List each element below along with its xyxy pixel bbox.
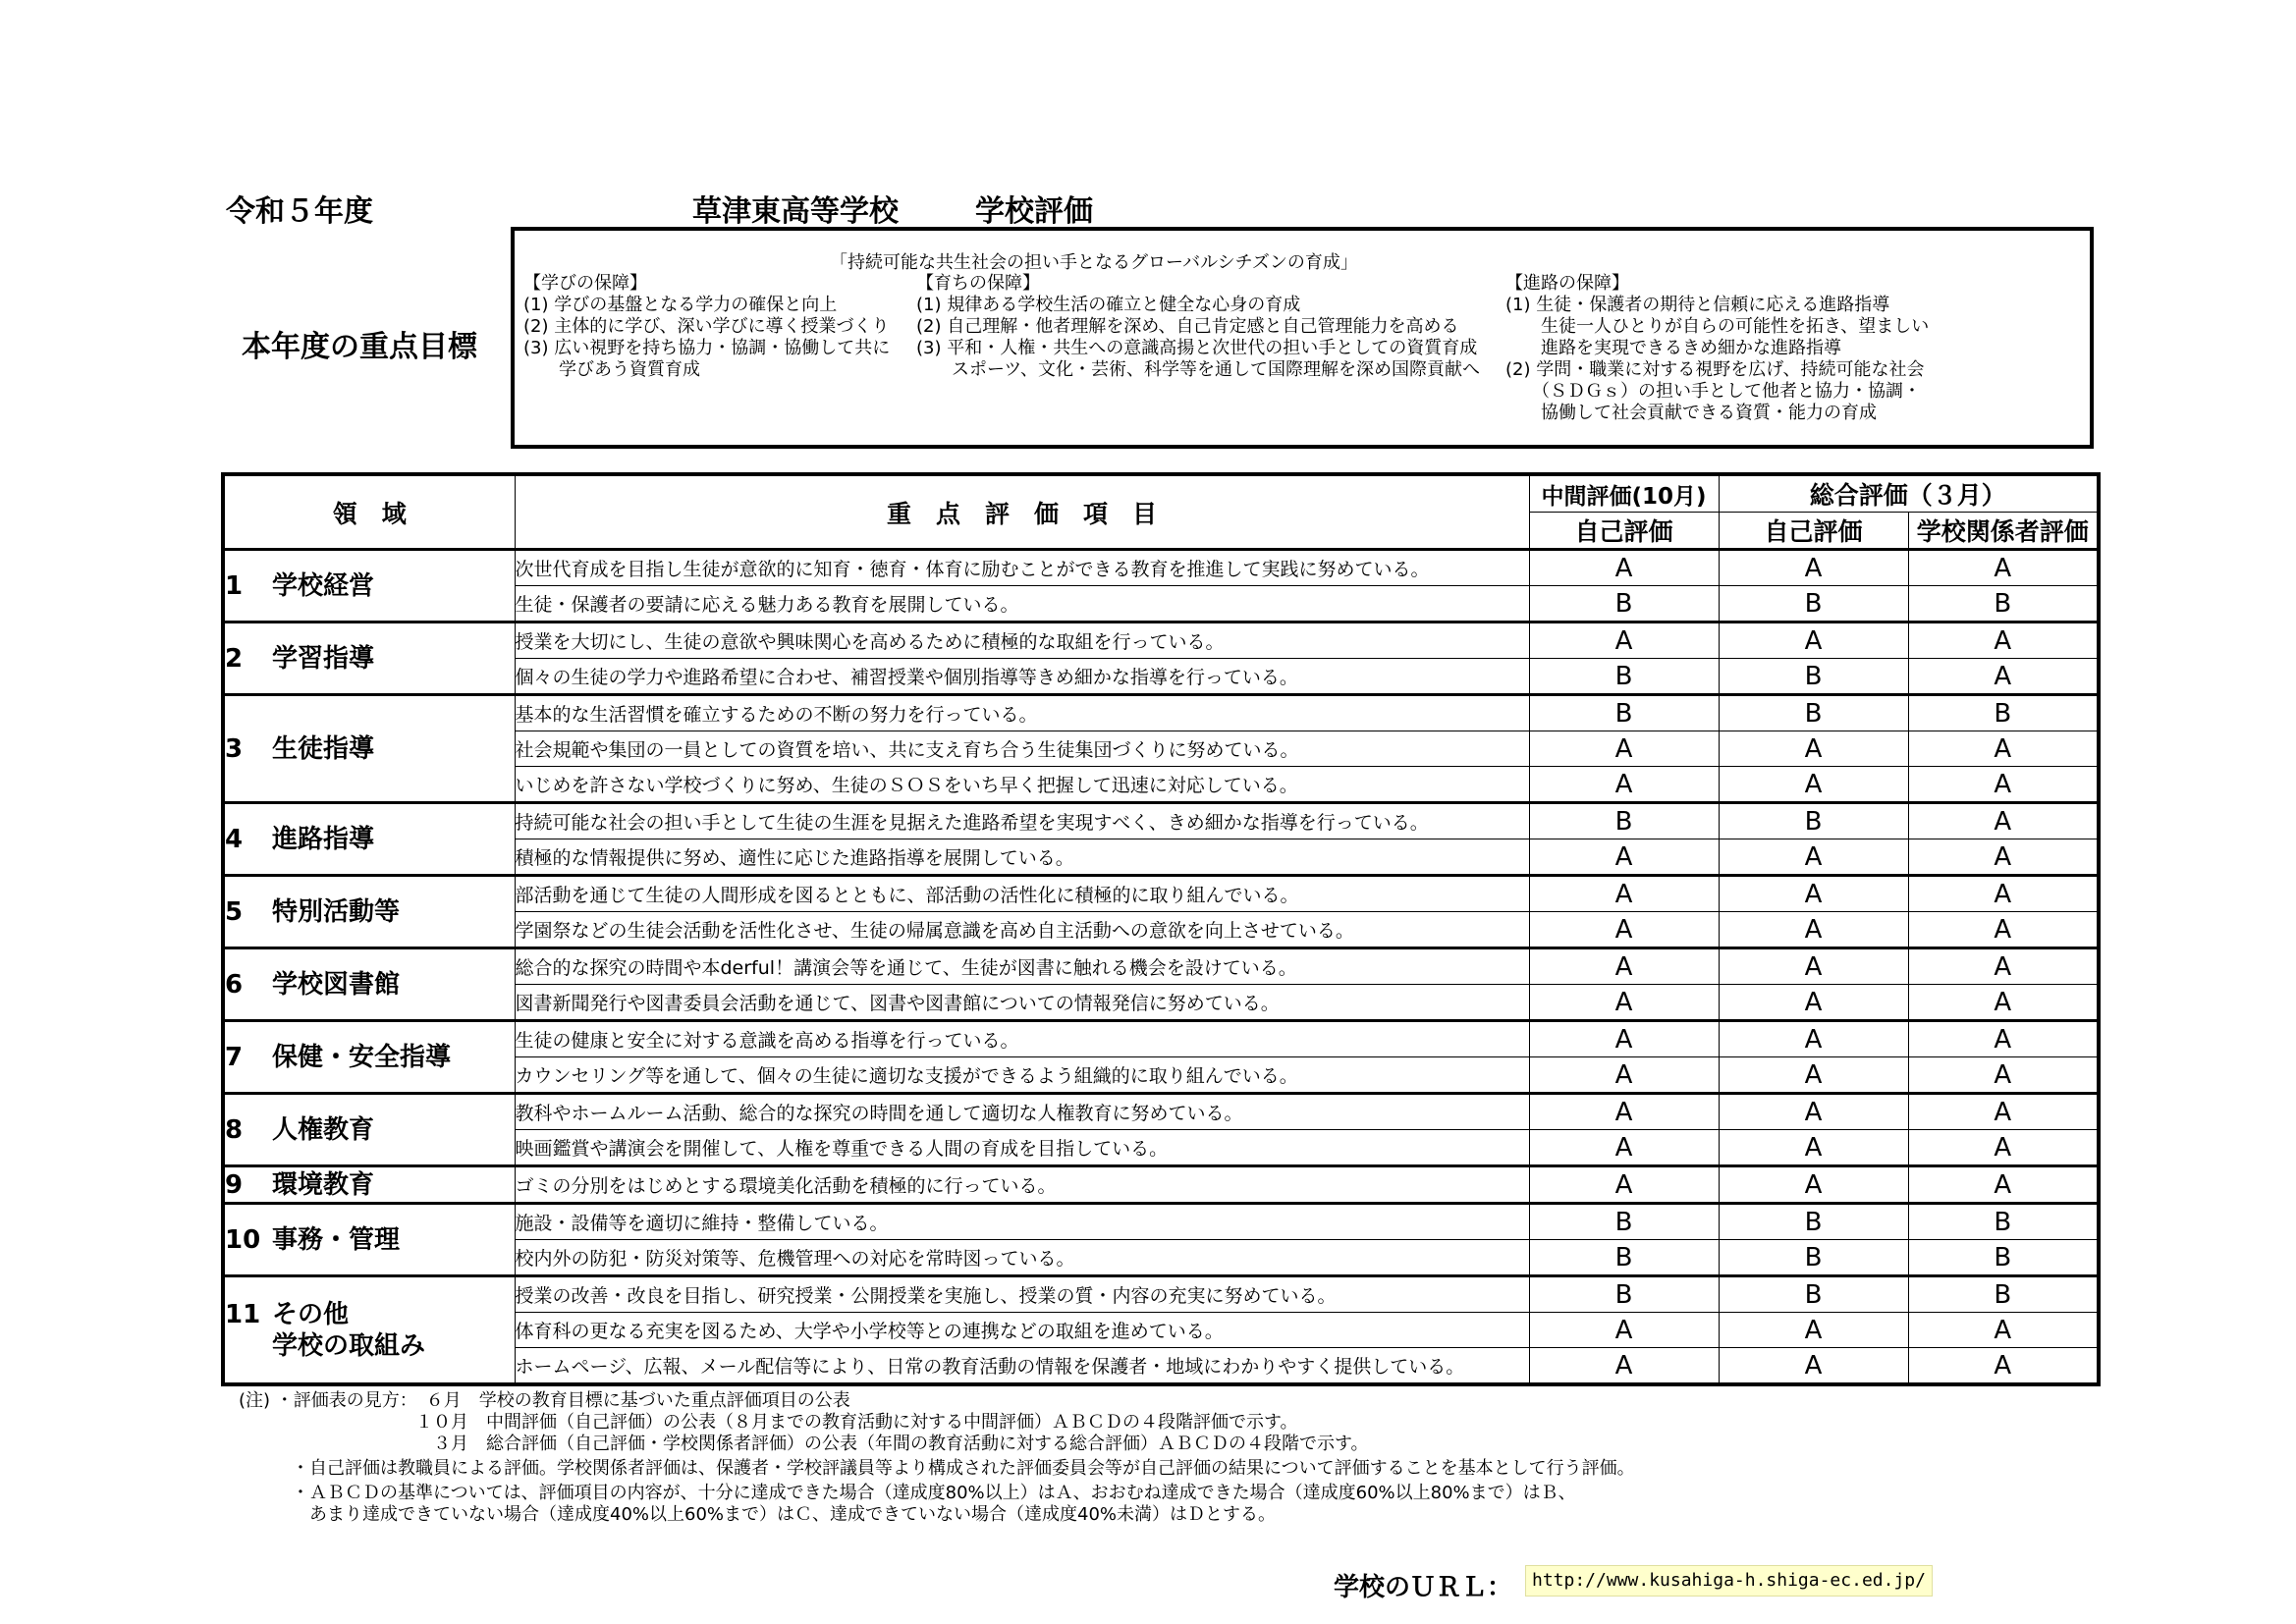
note-line: (注) ・評価表の見方： ６月 学校の教育目標に基づいた重点評価項目の公表 <box>239 1390 850 1411</box>
evaluation-item: 施設・設備等を適切に維持・整備している。 <box>515 1204 1529 1240</box>
domain-name: 学校経営 <box>272 570 375 601</box>
url-label: 学校のＵＲＬ： <box>1334 1573 1513 1602</box>
evaluation-item: 図書新聞発行や図書委員会活動を通じて、図書や図書館についての情報発信に努めている。 <box>515 985 1529 1021</box>
goals-line: (1) 規律ある学校生活の確立と健全な心身の育成 <box>916 295 1301 315</box>
goals-line: (1) 学びの基盤となる学力の確保と向上 <box>523 295 838 315</box>
midterm-self-grade: B <box>1529 1276 1719 1313</box>
domain-number: 5 <box>225 896 244 927</box>
evaluation-item: 積極的な情報提供に努め、適性に応じた進路指導を展開している。 <box>515 839 1529 876</box>
stakeholder-grade: B <box>1908 1204 2099 1240</box>
stakeholder-grade: B <box>1908 1240 2099 1276</box>
domain-cell <box>223 1204 515 1276</box>
domain-name: 学習指導 <box>272 643 375 674</box>
final-self-grade: A <box>1719 1348 1908 1385</box>
domain-name: 特別活動等 <box>272 896 401 927</box>
final-self-grade: A <box>1719 1021 1908 1057</box>
goals-motto: 「持続可能な共生社会の担い手となるグローバルシチズンの育成」 <box>830 252 1358 273</box>
final-self-grade: A <box>1719 948 1908 985</box>
evaluation-item: 教科やホームルーム活動、総合的な探究の時間を通して適切な人権教育に努めている。 <box>515 1094 1529 1130</box>
stakeholder-grade: B <box>1908 586 2099 623</box>
midterm-self-grade: A <box>1529 1348 1719 1385</box>
stakeholder-grade: A <box>1908 1166 2099 1204</box>
goals-column-career <box>1505 273 1929 424</box>
evaluation-item: 基本的な生活習慣を確立するための不断の努力を行っている。 <box>515 695 1529 731</box>
final-self-grade: A <box>1719 623 1908 659</box>
evaluation-item: 生徒・保護者の要請に応える魅力ある教育を展開している。 <box>515 586 1529 623</box>
domain-number: 6 <box>225 969 244 1000</box>
final-self-grade: A <box>1719 1130 1908 1166</box>
midterm-self-grade: A <box>1529 985 1719 1021</box>
header-midterm: 中間評価(10月) <box>1529 474 1719 513</box>
evaluation-item: 持続可能な社会の担い手として生徒の生涯を見据えた進路希望を実現すべく、きめ細かな指導を行っている。 <box>515 803 1529 839</box>
page-title: 学校評価 <box>975 194 1093 229</box>
evaluation-item: 授業を大切にし、生徒の意欲や興味関心を高めるために積極的な取組を行っている。 <box>515 623 1529 659</box>
stakeholder-grade: A <box>1908 839 2099 876</box>
midterm-self-grade: A <box>1529 1313 1719 1348</box>
table-row <box>223 803 2099 839</box>
midterm-self-grade: B <box>1529 659 1719 695</box>
final-self-grade: B <box>1719 1276 1908 1313</box>
midterm-self-grade: A <box>1529 623 1719 659</box>
header-final-self: 自己評価 <box>1719 513 1908 550</box>
goals-line: (2) 主体的に学び、深い学びに導く授業づくり <box>523 316 890 337</box>
table-row <box>223 1204 2099 1240</box>
domain-cell <box>223 1094 515 1166</box>
evaluation-item: 生徒の健康と安全に対する意識を高める指導を行っている。 <box>515 1021 1529 1057</box>
domain-cell <box>223 1166 515 1204</box>
midterm-self-grade: A <box>1529 1057 1719 1094</box>
final-self-grade: B <box>1719 1240 1908 1276</box>
goals-label: 本年度の重点目標 <box>242 330 477 364</box>
midterm-self-grade: A <box>1529 839 1719 876</box>
goals-line: （ＳＤＧｓ）の担い手として他者と協力・協調・ <box>1505 381 1921 402</box>
final-self-grade: B <box>1719 803 1908 839</box>
final-self-grade: A <box>1719 1166 1908 1204</box>
midterm-self-grade: A <box>1529 1130 1719 1166</box>
domain-name: 保健・安全指導 <box>272 1042 452 1072</box>
final-self-grade: A <box>1719 1313 1908 1348</box>
table-row <box>223 695 2099 731</box>
final-self-grade: A <box>1719 912 1908 948</box>
domain-name: 事務・管理 <box>272 1224 401 1255</box>
midterm-self-grade: B <box>1529 1204 1719 1240</box>
notes <box>239 1390 1635 1526</box>
final-self-grade: A <box>1719 1057 1908 1094</box>
domain-cell <box>223 876 515 948</box>
note-line: あまり達成できていない場合（達成度40%以上60%まで）はＣ、達成できていない場合（達成度40%未満）はＤとする。 <box>239 1504 1277 1525</box>
stakeholder-grade: A <box>1908 985 2099 1021</box>
evaluation-table <box>221 472 2101 1386</box>
school-name: 草津東高等学校 <box>692 194 899 229</box>
stakeholder-grade: A <box>1908 1313 2099 1348</box>
goals-column-learning <box>523 273 890 381</box>
domain-number: 11 <box>225 1299 261 1329</box>
stakeholder-grade: A <box>1908 803 2099 839</box>
evaluation-item: 体育科の更なる充実を図るため、大学や小学校等との連携などの取組を進めている。 <box>515 1313 1529 1348</box>
domain-cell <box>223 695 515 803</box>
goals-column-heading: 【育ちの保障】 <box>916 273 1040 294</box>
stakeholder-grade: A <box>1908 623 2099 659</box>
stakeholder-grade: A <box>1908 1057 2099 1094</box>
goals-line: 学びあう資質育成 <box>523 359 700 380</box>
evaluation-item: 校内外の防犯・防災対策等、危機管理への対応を常時図っている。 <box>515 1240 1529 1276</box>
goals-line: 協働して社会貢献できる資質・能力の育成 <box>1505 403 1877 423</box>
stakeholder-grade: B <box>1908 695 2099 731</box>
midterm-self-grade: A <box>1529 1021 1719 1057</box>
final-self-grade: A <box>1719 767 1908 803</box>
domain-cell <box>223 1021 515 1094</box>
final-self-grade: B <box>1719 586 1908 623</box>
note-line: ３月 総合評価（自己評価・学校関係者評価）の公表（年間の教育活動に対する総合評価）ＡＢＣＤの４段階で示す。 <box>239 1434 1369 1454</box>
final-self-grade: A <box>1719 985 1908 1021</box>
midterm-self-grade: A <box>1529 912 1719 948</box>
fiscal-year: 令和５年度 <box>226 194 373 229</box>
goals-column-heading: 【学びの保障】 <box>523 273 647 294</box>
evaluation-item: ゴミの分別をはじめとする環境美化活動を積極的に行っている。 <box>515 1166 1529 1204</box>
domain-number: 1 <box>225 570 244 601</box>
domain-name: 生徒指導 <box>272 733 375 764</box>
domain-number: 3 <box>225 733 244 764</box>
stakeholder-grade: A <box>1908 1348 2099 1385</box>
goals-line: 生徒一人ひとりが自らの可能性を拓き、望ましい <box>1505 316 1930 337</box>
stakeholder-grade: A <box>1908 1094 2099 1130</box>
header-items: 重 点 評 価 項 目 <box>515 474 1529 550</box>
header-final: 総合評価（３月） <box>1719 474 2099 513</box>
goals-line: スポーツ、文化・芸術、科学等を通して国際理解を深め国際貢献へ <box>916 359 1481 380</box>
evaluation-item: 社会規範や集団の一員としての資質を培い、共に支え育ち合う生徒集団づくりに努めている。 <box>515 731 1529 767</box>
table-row <box>223 948 2099 985</box>
domain-cell <box>223 1276 515 1385</box>
note-line: ・ＡＢＣＤの基準については、評価項目の内容が、十分に達成できた場合（達成度80%以上）はＡ、おおむね達成できた場合（達成度60%以上80%まで）はＢ、 <box>239 1483 1576 1503</box>
goals-column-growth <box>916 273 1480 381</box>
domain-number: 7 <box>225 1042 244 1072</box>
domain-cell <box>223 803 515 876</box>
stakeholder-grade: B <box>1908 1276 2099 1313</box>
goals-line: (2) 自己理解・他者理解を深め、自己肯定感と自己管理能力を高める <box>916 316 1459 337</box>
domain-name: 学校図書館 <box>272 969 401 1000</box>
domain-cell <box>223 550 515 623</box>
final-self-grade: A <box>1719 1094 1908 1130</box>
midterm-self-grade: A <box>1529 767 1719 803</box>
header-stakeholder: 学校関係者評価 <box>1908 513 2099 550</box>
domain-cell <box>223 623 515 695</box>
domain-number: 9 <box>225 1169 244 1200</box>
header-mid-self: 自己評価 <box>1529 513 1719 550</box>
table-row <box>223 550 2099 586</box>
goals-line: (3) 広い視野を持ち協力・協調・協働して共に <box>523 338 891 358</box>
midterm-self-grade: A <box>1529 550 1719 586</box>
domain-number: 2 <box>225 643 244 674</box>
final-self-grade: B <box>1719 695 1908 731</box>
table-row <box>223 876 2099 912</box>
table-row <box>223 1166 2099 1204</box>
goals-line: 進路を実現できるきめ細かな進路指導 <box>1505 338 1841 358</box>
evaluation-item: カウンセリング等を通して、個々の生徒に適切な支援ができるよう組織的に取り組んでいる。 <box>515 1057 1529 1094</box>
midterm-self-grade: A <box>1529 876 1719 912</box>
evaluation-item: 個々の生徒の学力や進路希望に合わせ、補習授業や個別指導等きめ細かな指導を行っている。 <box>515 659 1529 695</box>
goals-line: (1) 生徒・保護者の期待と信頼に応える進路指導 <box>1505 295 1890 315</box>
table-row <box>223 623 2099 659</box>
evaluation-item: 総合的な探究の時間や本derful！講演会等を通じて、生徒が図書に触れる機会を設けている。 <box>515 948 1529 985</box>
evaluation-item: 映画鑑賞や講演会を開催して、人権を尊重できる人間の育成を目指している。 <box>515 1130 1529 1166</box>
stakeholder-grade: A <box>1908 767 2099 803</box>
domain-cell <box>223 948 515 1021</box>
domain-number: 4 <box>225 824 244 854</box>
note-line: １０月 中間評価（自己評価）の公表（８月までの教育活動に対する中間評価）ＡＢＣＤの４段階評価で示す。 <box>239 1412 1298 1433</box>
evaluation-item: 学園祭などの生徒会活動を活性化させ、生徒の帰属意識を高め自主活動への意欲を向上させている。 <box>515 912 1529 948</box>
stakeholder-grade: A <box>1908 731 2099 767</box>
table-row <box>223 1276 2099 1313</box>
evaluation-item: 次世代育成を目指し生徒が意欲的に知育・徳育・体育に励むことができる教育を推進して実践に努めている。 <box>515 550 1529 586</box>
goals-line: (2) 学問・職業に対する視野を広げ、持続可能な社会 <box>1505 359 1925 380</box>
midterm-self-grade: A <box>1529 1166 1719 1204</box>
stakeholder-grade: A <box>1908 550 2099 586</box>
evaluation-item: 部活動を通じて生徒の人間形成を図るとともに、部活動の活性化に積極的に取り組んでいる。 <box>515 876 1529 912</box>
header-domain: 領 域 <box>223 474 515 550</box>
midterm-self-grade: B <box>1529 1240 1719 1276</box>
midterm-self-grade: B <box>1529 586 1719 623</box>
midterm-self-grade: A <box>1529 948 1719 985</box>
midterm-self-grade: B <box>1529 803 1719 839</box>
stakeholder-grade: A <box>1908 659 2099 695</box>
stakeholder-grade: A <box>1908 876 2099 912</box>
stakeholder-grade: A <box>1908 1021 2099 1057</box>
table-row <box>223 1021 2099 1057</box>
table-row <box>223 1094 2099 1130</box>
domain-name: 進路指導 <box>272 824 375 854</box>
domain-number: 10 <box>225 1224 261 1255</box>
goals-column-heading: 【進路の保障】 <box>1505 273 1629 294</box>
evaluation-item: 授業の改善・改良を目指し、研究授業・公開授業を実施し、授業の質・内容の充実に努めている。 <box>515 1276 1529 1313</box>
midterm-self-grade: A <box>1529 731 1719 767</box>
domain-name: 環境教育 <box>272 1169 375 1200</box>
final-self-grade: A <box>1719 731 1908 767</box>
domain-name: その他 学校の取組み <box>272 1299 426 1361</box>
final-self-grade: A <box>1719 876 1908 912</box>
school-url-link[interactable]: http://www.kusahiga-h.shiga-ec.ed.jp/ <box>1525 1565 1933 1597</box>
midterm-self-grade: A <box>1529 1094 1719 1130</box>
goals-line: (3) 平和・人権・共生への意識高揚と次世代の担い手としての資質育成 <box>916 338 1478 358</box>
domain-name: 人権教育 <box>272 1114 375 1145</box>
final-self-grade: A <box>1719 550 1908 586</box>
evaluation-item: ホームページ、広報、メール配信等により、日常の教育活動の情報を保護者・地域にわかりやすく提供している。 <box>515 1348 1529 1385</box>
stakeholder-grade: A <box>1908 1130 2099 1166</box>
midterm-self-grade: B <box>1529 695 1719 731</box>
stakeholder-grade: A <box>1908 912 2099 948</box>
final-self-grade: B <box>1719 1204 1908 1240</box>
domain-number: 8 <box>225 1114 244 1145</box>
note-line: ・自己評価は教職員による評価。学校関係者評価は、保護者・学校評議員等より構成された評価委員会等が自己評価の結果について評価することを基本として行う評価。 <box>239 1458 1635 1479</box>
final-self-grade: B <box>1719 659 1908 695</box>
final-self-grade: A <box>1719 839 1908 876</box>
stakeholder-grade: A <box>1908 948 2099 985</box>
evaluation-item: いじめを許さない学校づくりに努め、生徒のＳＯＳをいち早く把握して迅速に対応している。 <box>515 767 1529 803</box>
